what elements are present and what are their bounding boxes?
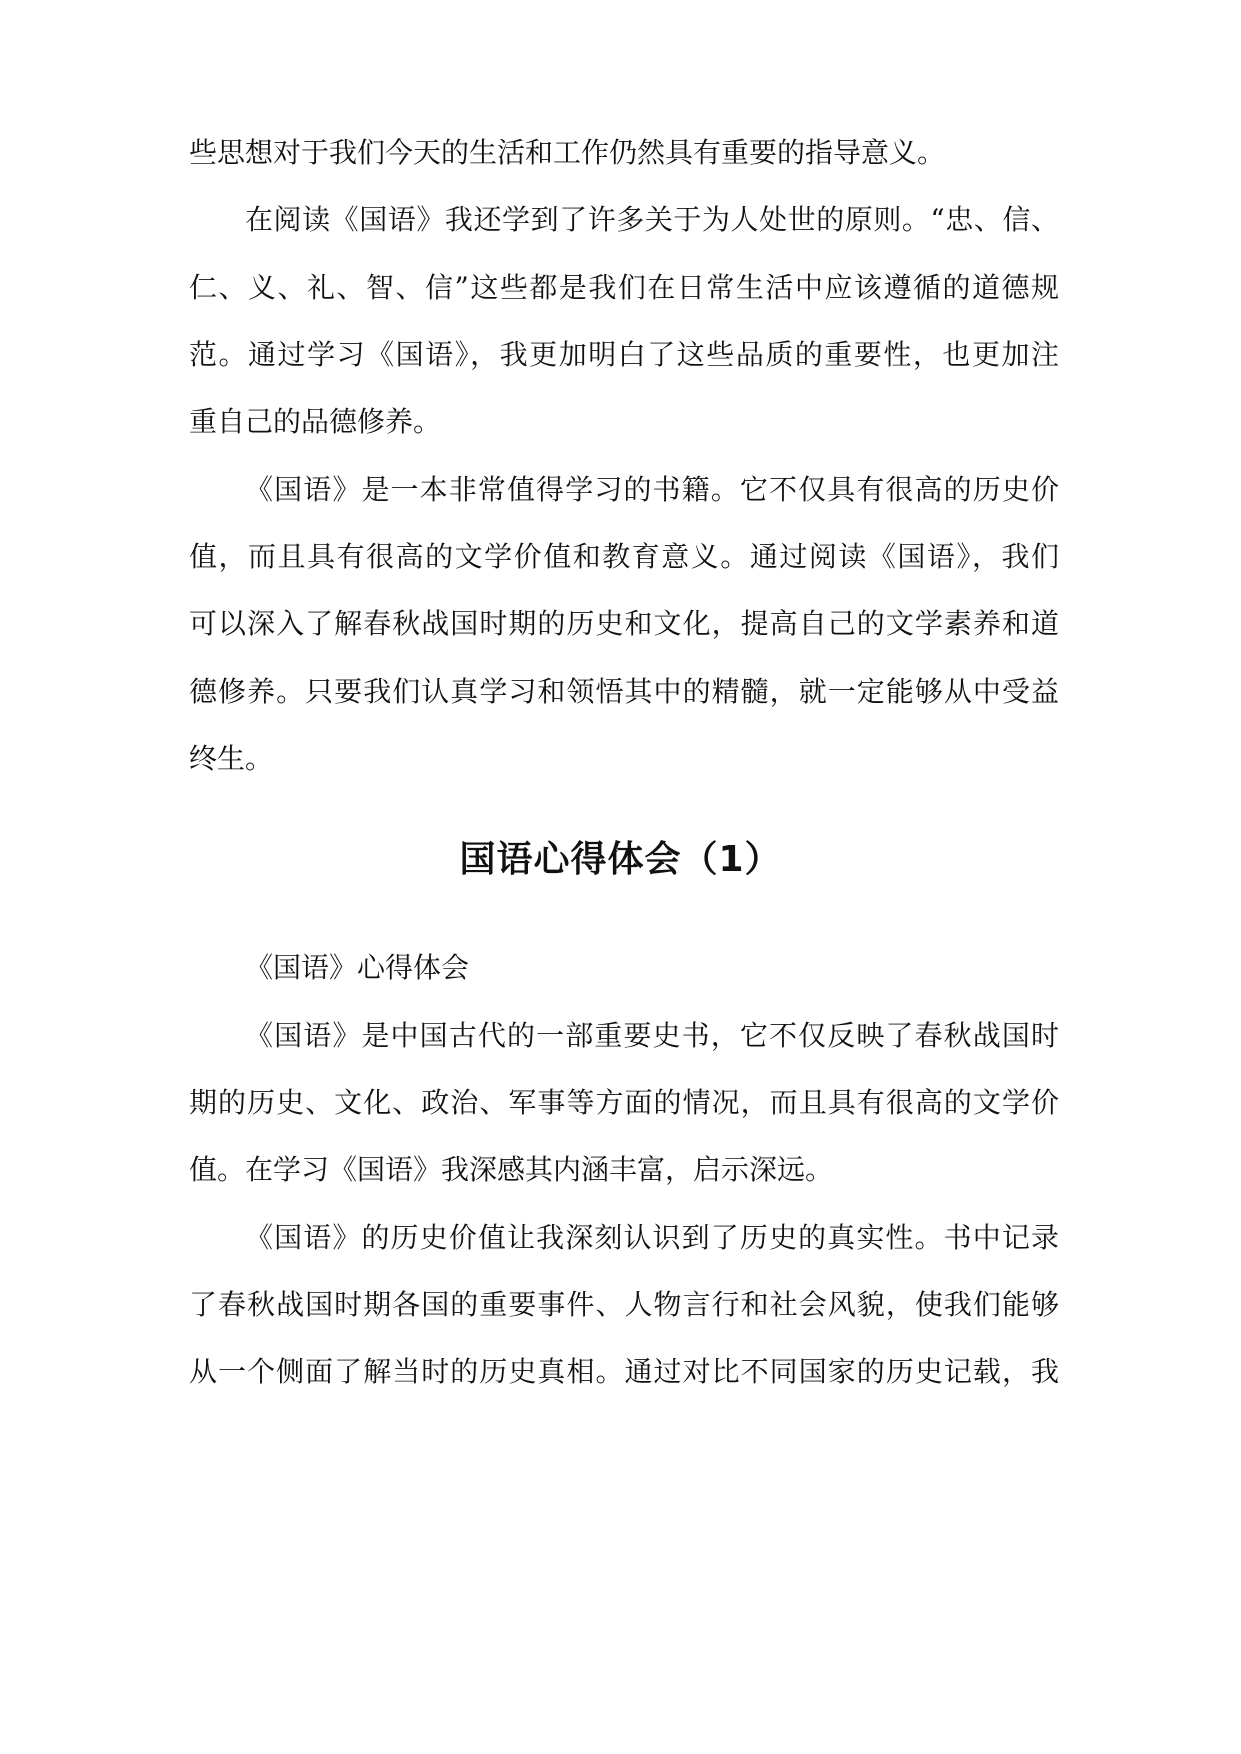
paragraph-line: 期的历史、文化、政治、军事等方面的情况，而且具有很高的文学价 (189, 1086, 1059, 1119)
paragraph-line: 值，而且具有很高的文学价值和教育意义。通过阅读《国语》，我们 (189, 540, 1059, 573)
paragraph-line: 《国语》的历史价值让我深刻认识到了历史的真实性。书中记录 (245, 1221, 1059, 1254)
paragraph-line: 在阅读《国语》我还学到了许多关于为人处世的原则。“忠、信、 (245, 203, 1059, 236)
paragraph-line: 些思想对于我们今天的生活和工作仍然具有重要的指导意义。 (189, 136, 946, 169)
paragraph-line: 《国语》是一本非常值得学习的书籍。它不仅具有很高的历史价 (245, 473, 1059, 506)
section-heading: 国语心得体会（1） (459, 839, 782, 880)
paragraph-line: 值。在学习《国语》我深感其内涵丰富，启示深远。 (189, 1153, 834, 1186)
paragraph-line: 了春秋战国时期各国的重要事件、人物言行和社会风貌，使我们能够 (189, 1288, 1059, 1321)
paragraph-line: 《国语》心得体会 (245, 951, 470, 984)
paragraph-line: 范。通过学习《国语》，我更加明白了这些品质的重要性，也更加注 (189, 338, 1059, 371)
paragraph-line: 《国语》是中国古代的一部重要史书，它不仅反映了春秋战国时 (245, 1019, 1059, 1052)
paragraph-line: 重自己的品德修养。 (189, 405, 442, 438)
paragraph-line: 仁、义、礼、智、信”这些都是我们在日常生活中应该遵循的道德规 (189, 271, 1059, 304)
paragraph-line: 可以深入了解春秋战国时期的历史和文化，提高自己的文学素养和道 (189, 607, 1059, 640)
paragraph-line: 从一个侧面了解当时的历史真相。通过对比不同国家的历史记载，我 (189, 1355, 1059, 1388)
paragraph-line: 德修养。只要我们认真学习和领悟其中的精髓，就一定能够从中受益 (189, 675, 1059, 708)
paragraph-line: 终生。 (189, 742, 274, 775)
